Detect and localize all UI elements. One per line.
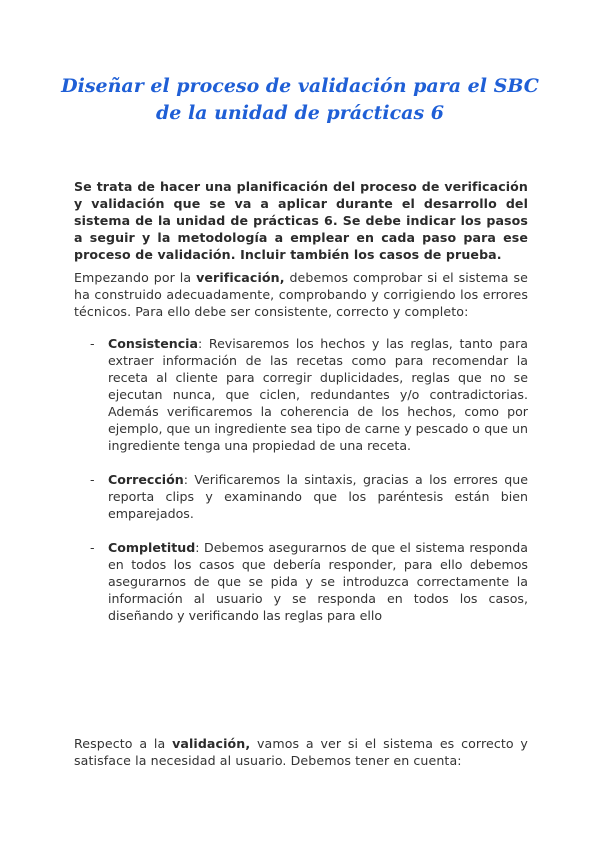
item-text: : Debemos asegurarnos de que el sistema responda en todos los casos que debería responder, para ello debemos asegurarnos de que se pida y se introduzca correctamente la información al usuario y se responda en todos los casos, diseñando y verificando las reglas para ello: [108, 540, 528, 623]
verification-paragraph: [74, 269, 528, 320]
validation-term: validación,: [172, 736, 251, 751]
item-term: Completitud: [108, 540, 196, 555]
list-dash: -: [90, 336, 95, 351]
list-dash: -: [90, 540, 95, 555]
item-term: Corrección: [108, 472, 184, 487]
verification-text: debemos comprobar si el sistema se ha construido adecuadamente, comprobando y corrigiendo los errores técnicos. Para ello debe ser consistente, correcto y completo:: [74, 270, 528, 319]
item-text: : Verificaremos la sintaxis, gracias a los errores que reporta clips y examinando que los paréntesis están bien emparejados.: [108, 472, 528, 521]
item-text: : Revisaremos los hechos y las reglas, tanto para extraer información de las recetas como para recomendar la receta al cliente para corregir duplicidades, reglas que no se ejecutan nunca, que ciclen, redundantes y/o contradictorias. Además verificaremos la coherencia de los hechos, como por ejemplo, que un ingrediente sea tipo de carne y pescado o que un ingrediente tenga una propiedad de una receta.: [108, 336, 528, 453]
intro-paragraph: Se trata de hacer una planificación del proceso de verificación y validación que se va a aplicar durante el desarrollo del sistema de la unidad de prácticas 6. Se debe indicar los pasos a seguir y la metodología a emplear en cada paso para ese proceso de validación. Incluir también los casos de prueba.: [74, 179, 528, 262]
document-title: Diseñar el proceso de validación para el SBC de la unidad de prácticas 6: [61, 75, 539, 124]
list-item-correccion: [74, 471, 528, 522]
list-item-consistencia: [74, 335, 528, 454]
item-term: Consistencia: [108, 336, 198, 351]
validation-text: vamos a ver si el sistema es correcto y satisface la necesidad al usuario. Debemos tener en cuenta:: [74, 736, 528, 768]
validation-paragraph: [74, 735, 528, 769]
list-dash: -: [90, 472, 95, 487]
verification-lead: Empezando por la: [74, 270, 197, 285]
verification-term: verificación,: [196, 270, 285, 285]
criteria-list: [74, 335, 528, 641]
validation-lead: Respecto a la: [74, 736, 173, 751]
list-item-completitud: [74, 539, 528, 624]
